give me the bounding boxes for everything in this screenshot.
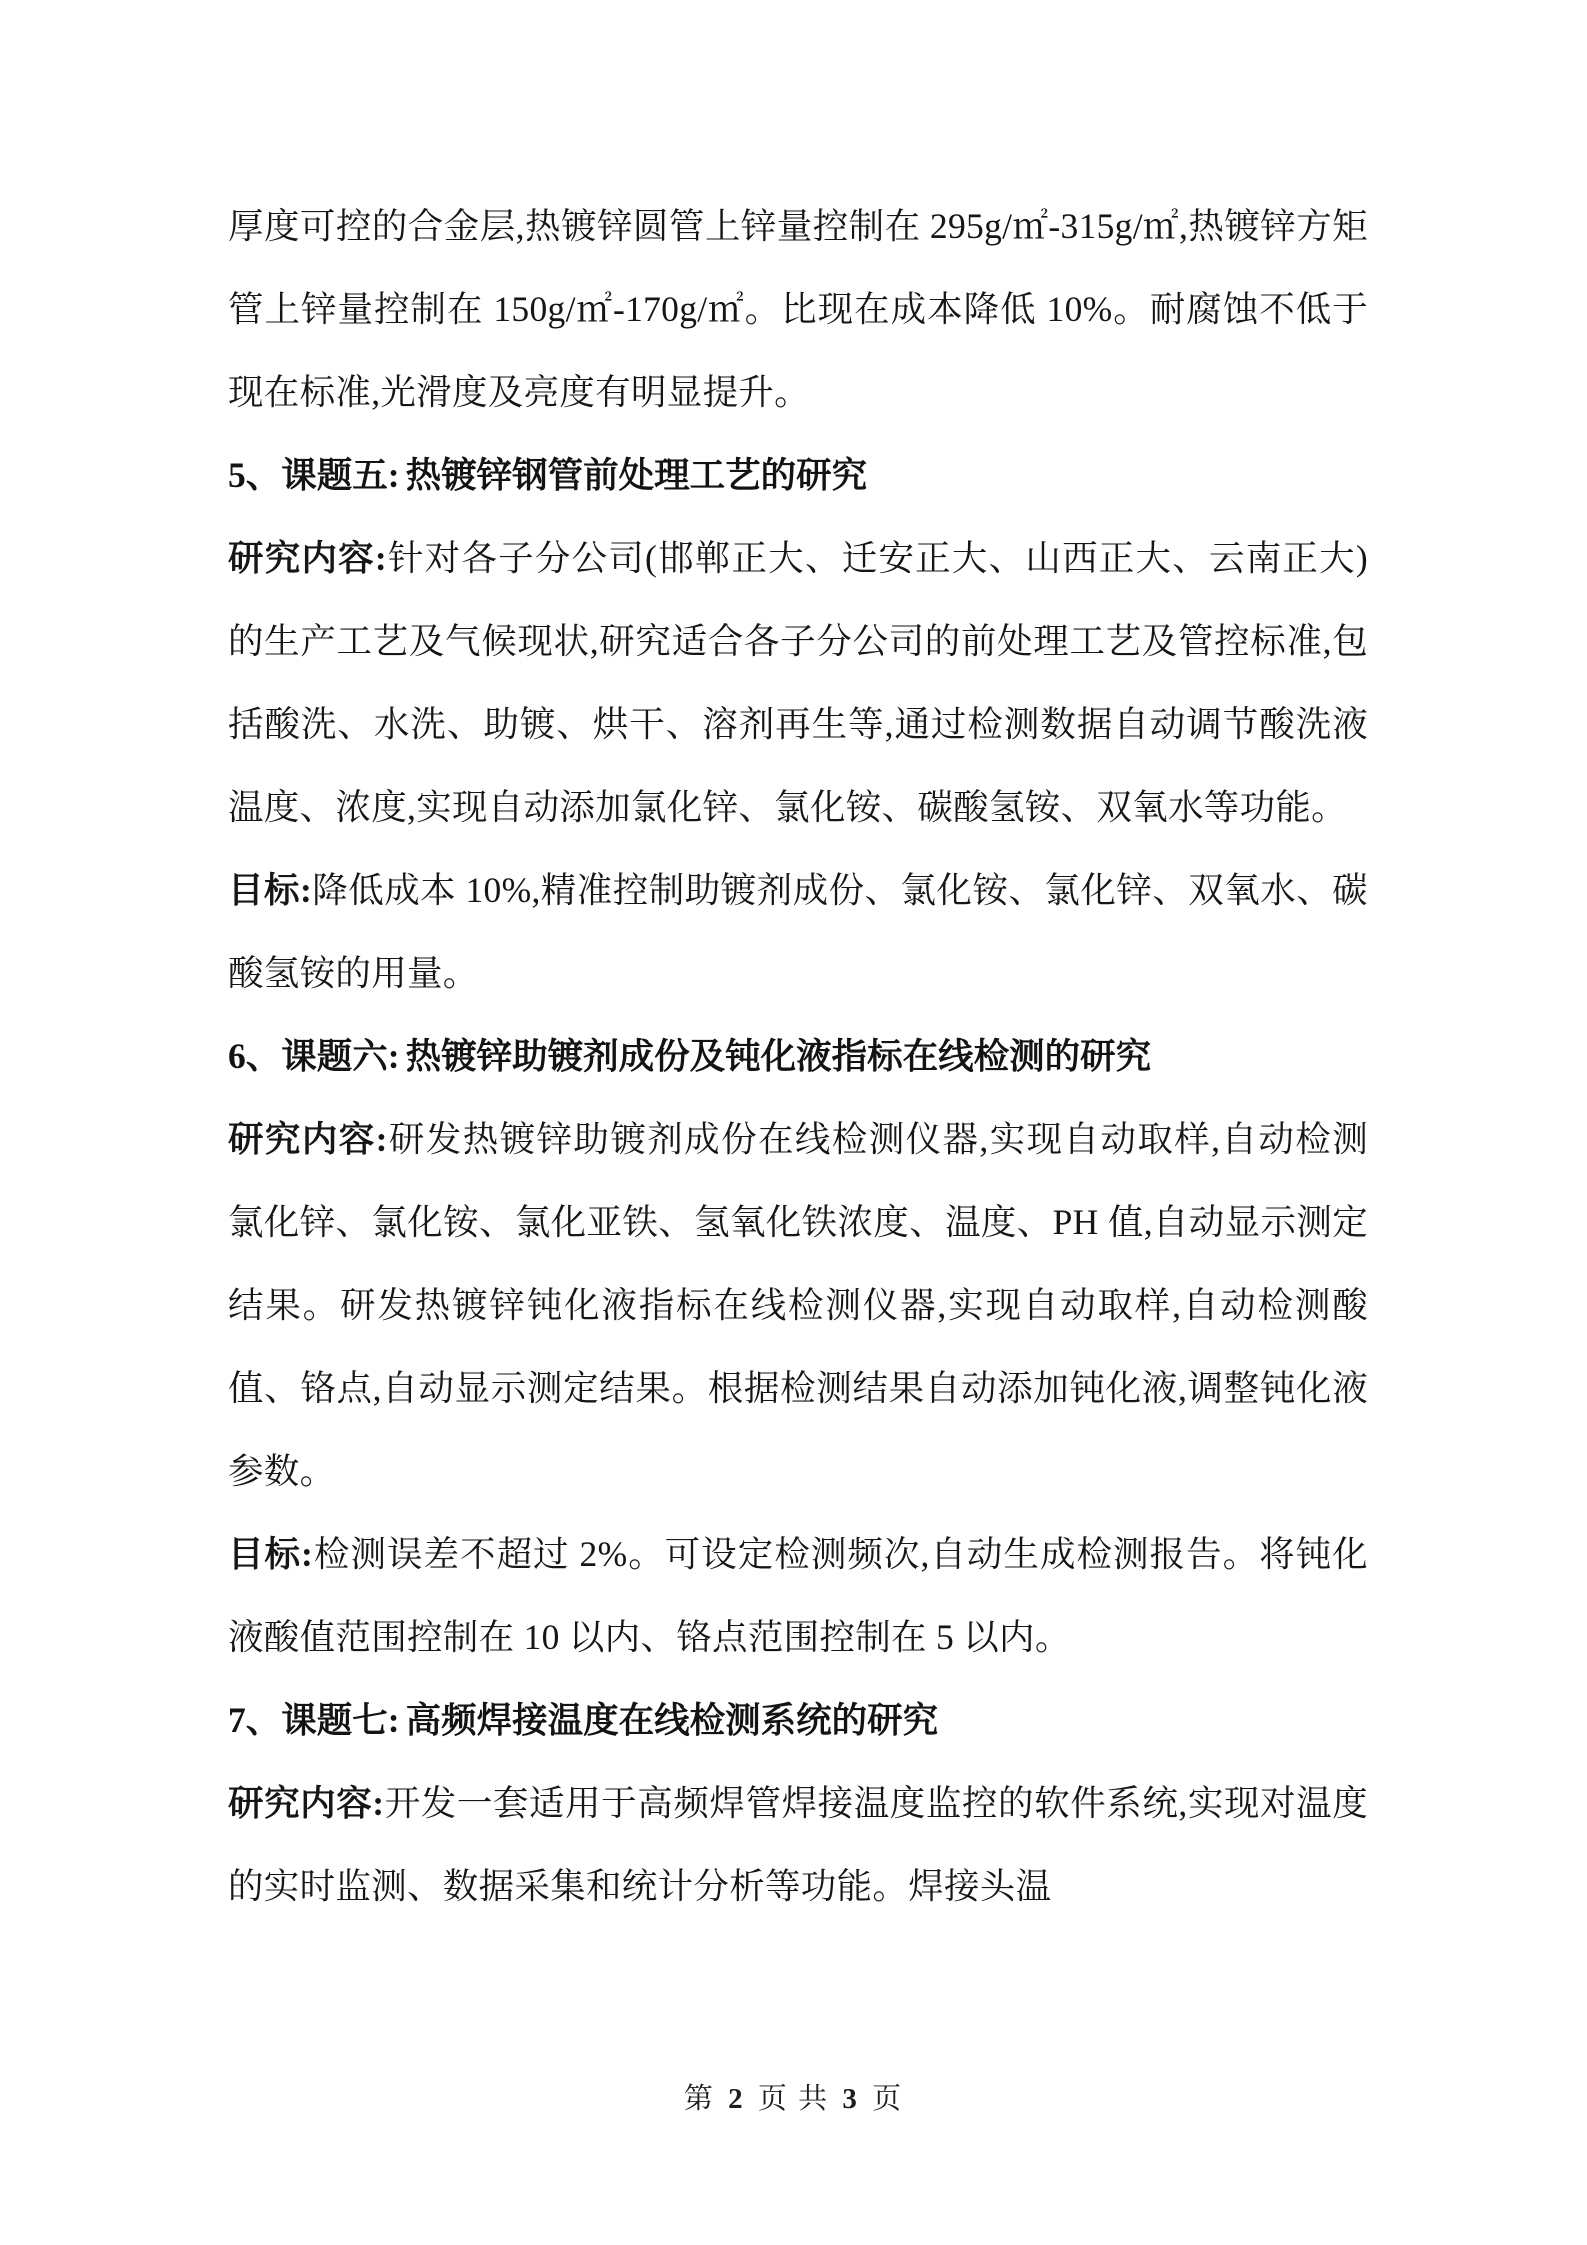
page-footer [0,2076,1587,2117]
paragraph-topic-5-content [228,517,1368,849]
heading-number: 7、课题七: [228,1700,400,1740]
footer-middle: 页 共 [757,2083,830,2115]
heading-title: 热镀锌钢管前处理工艺的研究 [405,455,868,495]
heading-title: 高频焊接温度在线检测系统的研究 [405,1700,939,1740]
heading-title: 热镀锌助镀剂成份及钝化液指标在线检测的研究 [405,1036,1152,1076]
paragraph-label: 研究内容: [228,1119,388,1159]
footer-total-pages: 3 [842,2083,859,2115]
paragraph-topic-5-goal [228,849,1368,1015]
paragraph-text: 研发热镀锌助镀剂成份在线检测仪器,实现自动取样,自动检测氯化锌、氯化铵、氯化亚铁、氢氧化铁浓度、温度、PH 值,自动显示测定结果。研发热镀锌钝化液指标在线检测仪器,实现自动取样,自动检测酸值、铬点,自动显示测定结果。根据检测结果自动添加钝化液,调整钝化液参数。 [228,1119,1368,1491]
heading-topic-7 [228,1679,1368,1762]
footer-suffix: 页 [872,2083,904,2115]
document-body [228,185,1368,1928]
paragraph-topic-6-content [228,1098,1368,1513]
footer-current-page: 2 [728,2083,745,2115]
paragraph-label: 研究内容: [228,538,388,578]
paragraph-text: 针对各子分公司(邯郸正大、迁安正大、山西正大、云南正大)的生产工艺及气候现状,研究适合各子分公司的前处理工艺及管控标准,包括酸洗、水洗、助镀、烘干、溶剂再生等,通过检测数据自动调节酸洗液温度、浓度,实现自动添加氯化锌、氯化铵、碳酸氢铵、双氧水等功能。 [228,538,1368,827]
paragraph-topic-7-content [228,1762,1368,1928]
paragraph-text: 检测误差不超过 2%。可设定检测频次,自动生成检测报告。将钝化液酸值范围控制在 10 以内、铬点范围控制在 5 以内。 [228,1534,1368,1657]
heading-topic-6 [228,1015,1368,1098]
heading-topic-5 [228,434,1368,517]
paragraph-label: 目标: [228,870,313,910]
paragraph-label: 目标: [228,1534,314,1574]
paragraph-text: 降低成本 10%,精准控制助镀剂成份、氯化铵、氯化锌、双氧水、碳酸氢铵的用量。 [228,870,1368,993]
paragraph-continued: 厚度可控的合金层,热镀锌圆管上锌量控制在 295g/㎡-315g/㎡,热镀锌方矩管上锌量控制在 150g/㎡-170g/㎡。比现在成本降低 10%。耐腐蚀不低于现在标准,光滑度及亮度有明显提升。 [228,206,1368,412]
footer-prefix: 第 [683,2083,715,2115]
heading-number: 5、课题五: [228,455,400,495]
paragraph-topic-6-goal [228,1513,1368,1679]
paragraph-label: 研究内容: [228,1783,385,1823]
paragraph-text: 开发一套适用于高频焊管焊接温度监控的软件系统,实现对温度的实时监测、数据采集和统计分析等功能。焊接头温 [228,1783,1368,1906]
heading-number: 6、课题六: [228,1036,400,1076]
